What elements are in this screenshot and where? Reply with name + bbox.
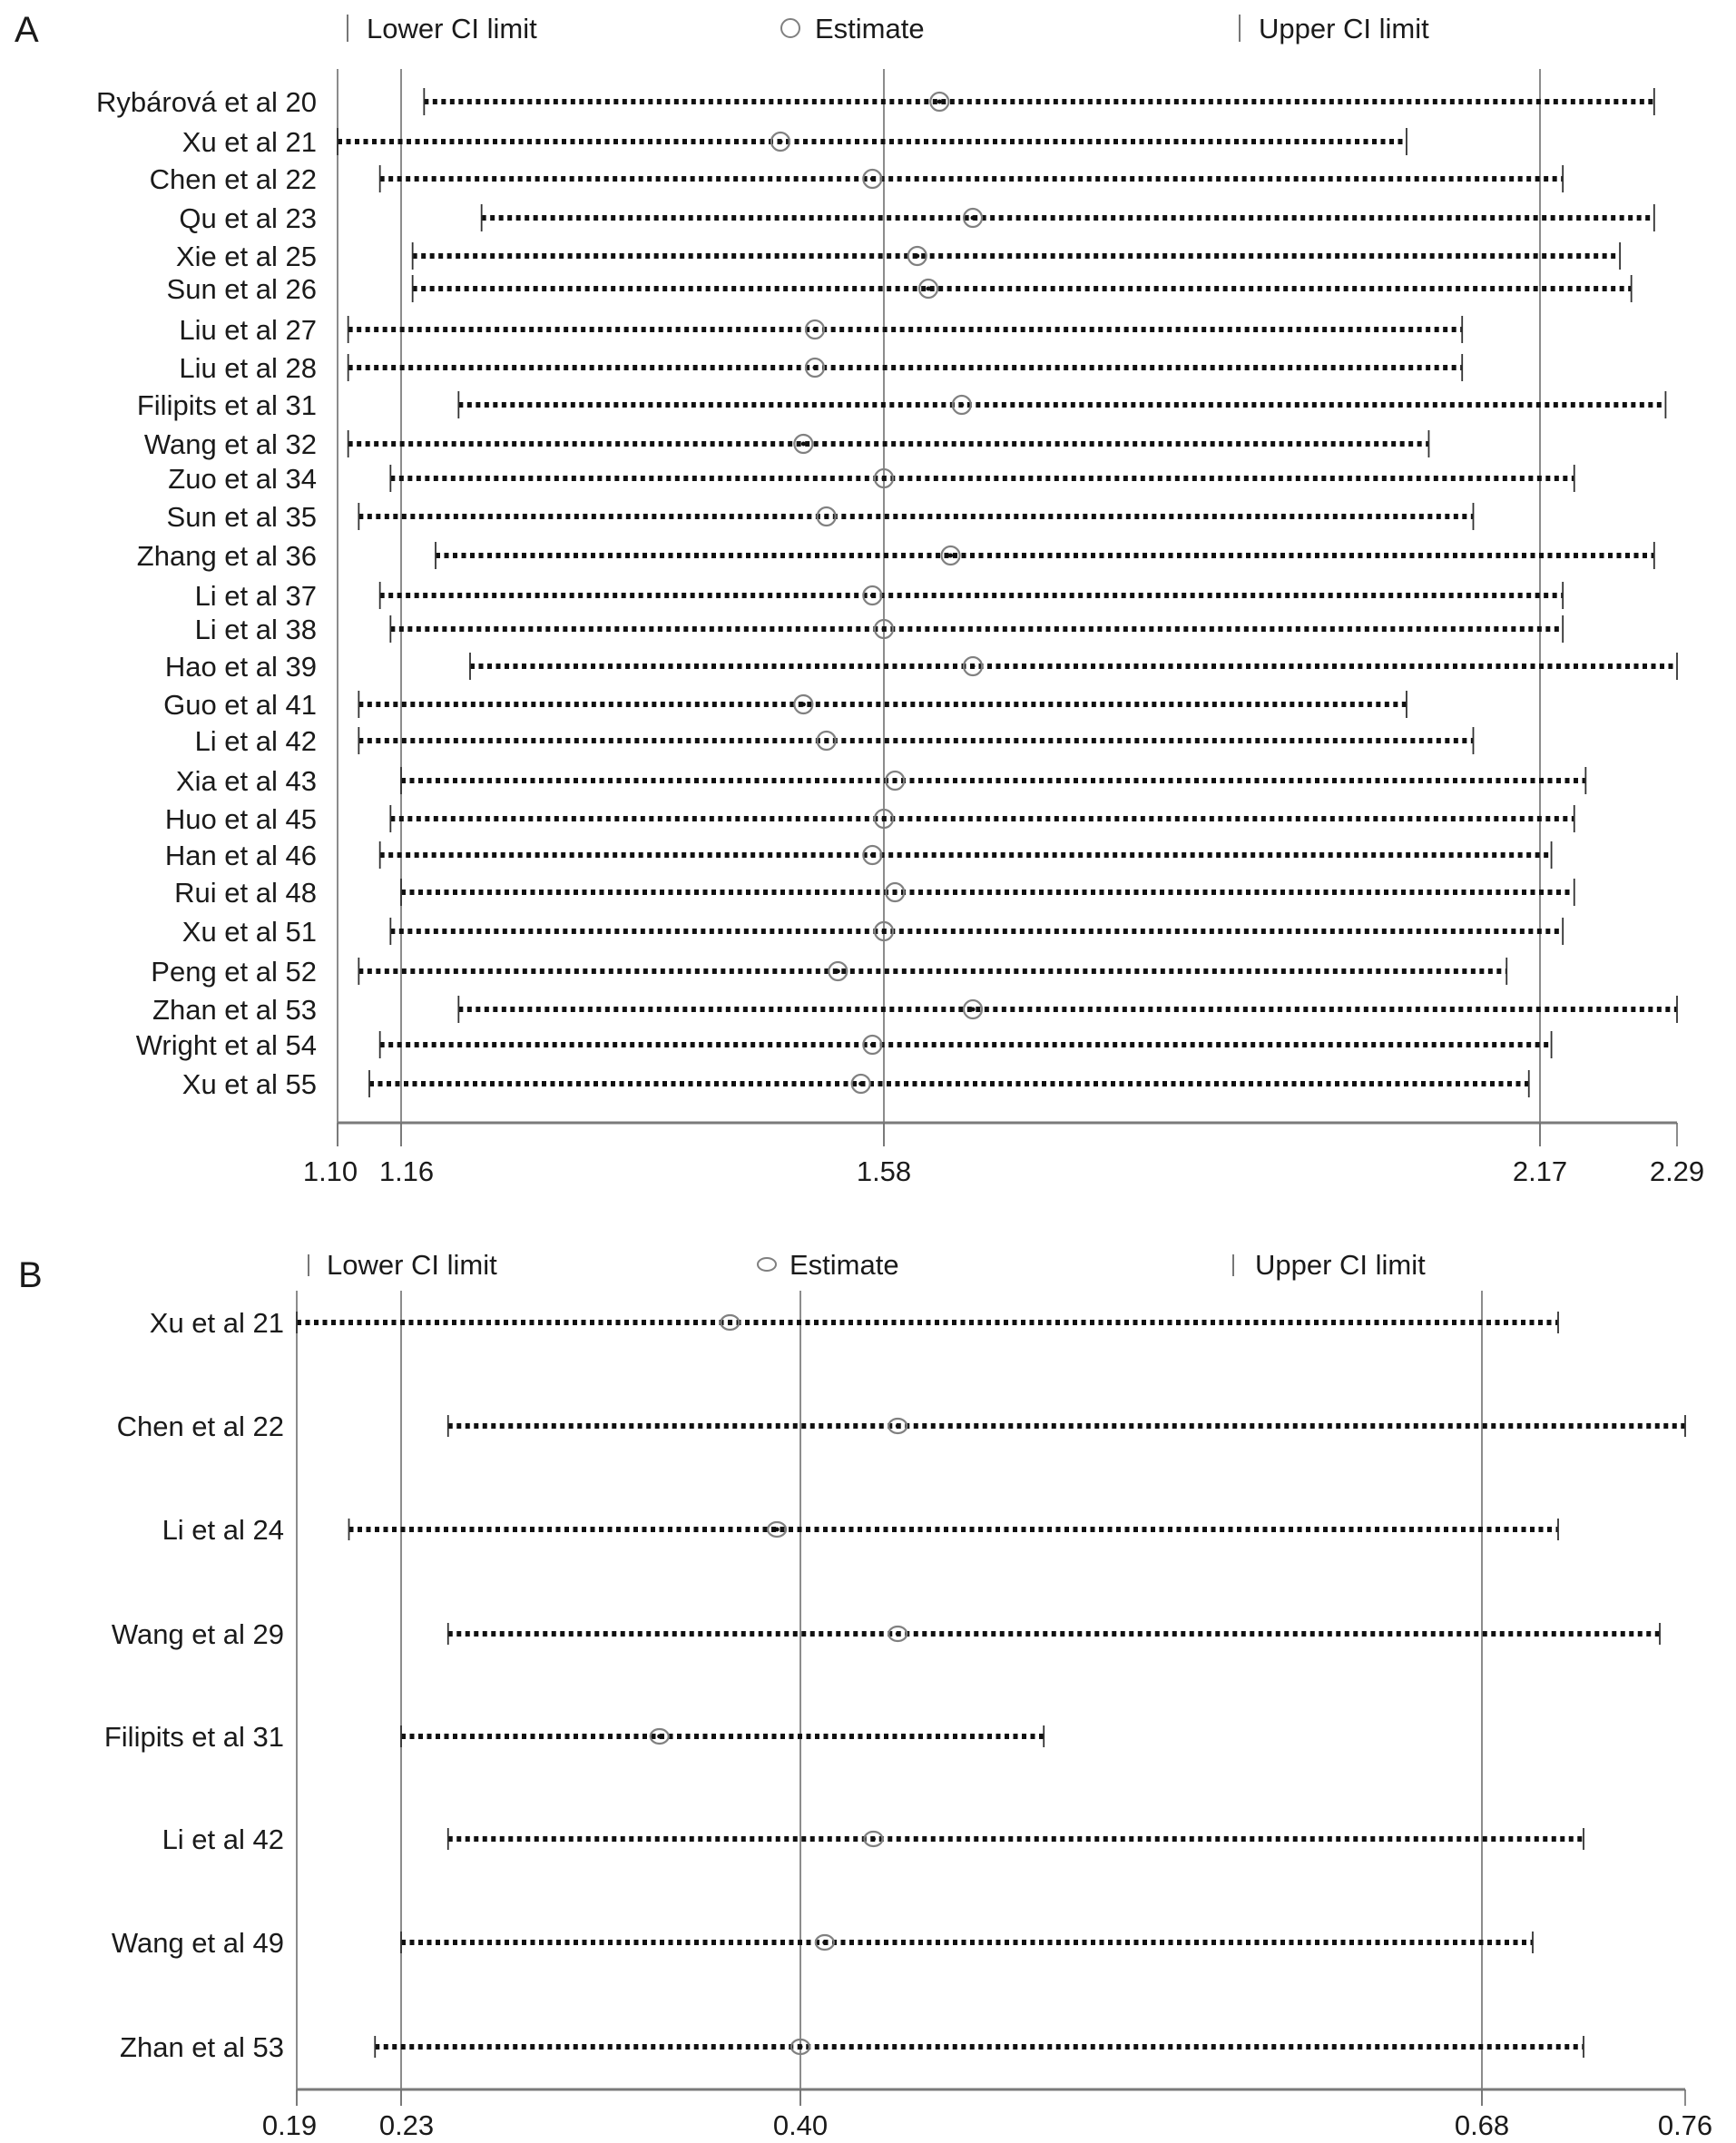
study-row <box>182 126 1407 158</box>
study-row <box>174 877 1574 909</box>
study-row <box>176 765 1585 797</box>
estimate-center-dot <box>971 664 976 669</box>
study-label: Huo et al 45 <box>164 803 317 835</box>
legend-a <box>348 13 1429 44</box>
study-row <box>144 428 1429 460</box>
estimate-center-dot <box>971 1008 976 1012</box>
estimate-center-dot <box>836 969 840 974</box>
estimate-center-dot <box>813 328 818 332</box>
x-tick-label: 2.29 <box>1649 1155 1705 1187</box>
study-label: Xie et al 25 <box>175 241 317 272</box>
study-label: Liu et al 27 <box>179 314 317 346</box>
study-row <box>96 86 1654 118</box>
study-label: Hao et al 39 <box>164 651 317 683</box>
study-label: Li et al 24 <box>162 1514 284 1546</box>
panel-label-a: A <box>15 10 39 50</box>
estimate-center-dot <box>870 594 875 598</box>
legend-b-estimate: Estimate <box>790 1249 899 1281</box>
study-row <box>195 580 1564 612</box>
estimate-center-dot <box>959 403 964 408</box>
study-label: Peng et al 52 <box>151 956 317 988</box>
study-label: Sun et al 35 <box>166 501 317 533</box>
estimate-center-dot <box>824 515 829 519</box>
estimate-center-dot <box>657 1735 662 1739</box>
legend-a-estimate: Estimate <box>815 13 925 44</box>
estimate-center-dot <box>937 100 942 104</box>
estimate-center-dot <box>870 1043 875 1047</box>
study-rows-a <box>96 86 1677 1100</box>
study-row <box>179 202 1653 234</box>
estimate-center-dot <box>893 779 897 783</box>
study-row <box>182 1068 1529 1100</box>
study-label: Li et al 42 <box>162 1824 284 1855</box>
study-row <box>150 1307 1558 1339</box>
estimate-legend-marker <box>781 19 799 37</box>
study-row <box>117 1411 1685 1442</box>
study-row <box>168 463 1574 495</box>
study-row <box>162 1824 1584 1855</box>
study-row <box>150 163 1564 195</box>
estimate-center-dot <box>870 853 875 858</box>
estimate-center-dot <box>882 477 887 481</box>
estimate-center-dot <box>779 140 783 144</box>
panel-b <box>18 1249 1712 2141</box>
study-label: Zuo et al 34 <box>168 463 317 495</box>
estimate-center-dot <box>775 1528 780 1532</box>
estimate-center-dot <box>948 554 953 558</box>
x-axis-a <box>303 1123 1704 1187</box>
study-label: Li et al 42 <box>194 725 317 757</box>
study-label: Chen et al 22 <box>149 163 317 195</box>
study-label: Filipits et al 31 <box>136 389 317 421</box>
estimate-center-dot <box>801 703 806 707</box>
panel-a <box>15 10 1704 1187</box>
x-tick-label: 0.40 <box>772 2109 829 2141</box>
estimate-center-dot <box>858 1082 863 1086</box>
study-label: Xu et al 21 <box>181 126 317 158</box>
estimate-center-dot <box>822 1941 827 1945</box>
study-label: Filipits et al 31 <box>103 1721 284 1753</box>
study-row <box>163 689 1407 721</box>
reference-lines-a <box>338 69 1540 1146</box>
study-row <box>137 540 1654 572</box>
x-tick-label: 0.76 <box>1657 2109 1713 2141</box>
study-row <box>137 389 1666 421</box>
study-rows-b <box>104 1307 1685 2063</box>
estimate-center-dot <box>728 1321 732 1325</box>
panel-label-b: B <box>18 1255 43 1295</box>
study-label: Xia et al 43 <box>175 765 317 797</box>
estimate-center-dot <box>896 1632 900 1637</box>
estimate-center-dot <box>927 287 931 291</box>
study-row <box>165 651 1677 683</box>
study-label: Qu et al 23 <box>179 202 317 234</box>
x-tick-label: 1.58 <box>856 1155 912 1187</box>
study-row <box>182 916 1563 948</box>
study-label: Chen et al 22 <box>116 1411 284 1442</box>
legend-b-upper: Upper CI limit <box>1255 1249 1426 1281</box>
study-label: Li et al 37 <box>194 580 317 612</box>
study-row <box>112 1927 1533 1959</box>
estimate-center-dot <box>893 890 897 895</box>
study-label: Xu et al 55 <box>181 1068 317 1100</box>
study-row <box>167 273 1632 305</box>
study-label: Zhang et al 36 <box>136 540 317 572</box>
estimate-center-dot <box>799 2045 803 2050</box>
legend-b-lower: Lower CI limit <box>327 1249 497 1281</box>
study-label: Wang et al 32 <box>143 428 317 460</box>
study-row <box>120 2031 1584 2063</box>
x-tick-label: 0.19 <box>261 2109 318 2141</box>
estimate-center-dot <box>824 739 829 743</box>
study-label: Zhan et al 53 <box>152 994 317 1026</box>
legend-a-upper: Upper CI limit <box>1259 13 1429 44</box>
study-label: Wright et al 54 <box>135 1029 317 1061</box>
estimate-center-dot <box>915 254 919 259</box>
study-row <box>151 956 1506 988</box>
estimate-center-dot <box>882 929 887 934</box>
study-row <box>104 1721 1044 1753</box>
estimate-center-dot <box>971 216 976 221</box>
study-label: Xu et al 51 <box>181 916 317 948</box>
x-tick-label: 2.17 <box>1512 1155 1568 1187</box>
study-row <box>112 1618 1660 1650</box>
study-row <box>165 803 1574 835</box>
x-tick-label: 0.23 <box>378 2109 435 2141</box>
study-label: Xu et al 21 <box>149 1307 284 1339</box>
study-row <box>136 1029 1552 1061</box>
study-row <box>179 314 1462 346</box>
study-row <box>162 1514 1558 1546</box>
study-label: Rybárová et al 20 <box>96 86 317 118</box>
study-row <box>179 352 1462 384</box>
estimate-legend-marker <box>758 1258 776 1271</box>
estimate-center-dot <box>801 442 806 447</box>
study-row <box>165 840 1552 871</box>
study-label: Li et al 38 <box>194 614 317 645</box>
study-label: Zhan et al 53 <box>120 2031 284 2063</box>
estimate-center-dot <box>882 817 887 821</box>
estimate-center-dot <box>813 366 818 370</box>
legend-a-lower: Lower CI limit <box>367 13 537 44</box>
study-label: Wang et al 29 <box>111 1618 284 1650</box>
study-label: Liu et al 28 <box>179 352 317 384</box>
study-row <box>176 241 1620 272</box>
study-label: Rui et al 48 <box>174 877 317 909</box>
estimate-center-dot <box>896 1424 900 1429</box>
study-label: Wang et al 49 <box>111 1927 284 1959</box>
legend-b <box>309 1249 1426 1281</box>
reference-lines-b <box>297 1291 1482 2106</box>
estimate-center-dot <box>870 177 875 182</box>
x-tick-label: 1.16 <box>378 1155 435 1187</box>
estimate-center-dot <box>882 627 887 632</box>
study-row <box>167 501 1474 533</box>
study-label: Guo et al 41 <box>163 689 317 721</box>
x-axis-b <box>262 2089 1712 2141</box>
study-row <box>152 994 1677 1026</box>
study-label: Han et al 46 <box>164 840 317 871</box>
x-tick-label: 0.68 <box>1454 2109 1510 2141</box>
study-row <box>195 725 1474 757</box>
study-label: Sun et al 26 <box>166 273 317 305</box>
x-tick-label: 1.10 <box>302 1155 358 1187</box>
study-row <box>195 614 1564 645</box>
estimate-center-dot <box>871 1837 876 1842</box>
